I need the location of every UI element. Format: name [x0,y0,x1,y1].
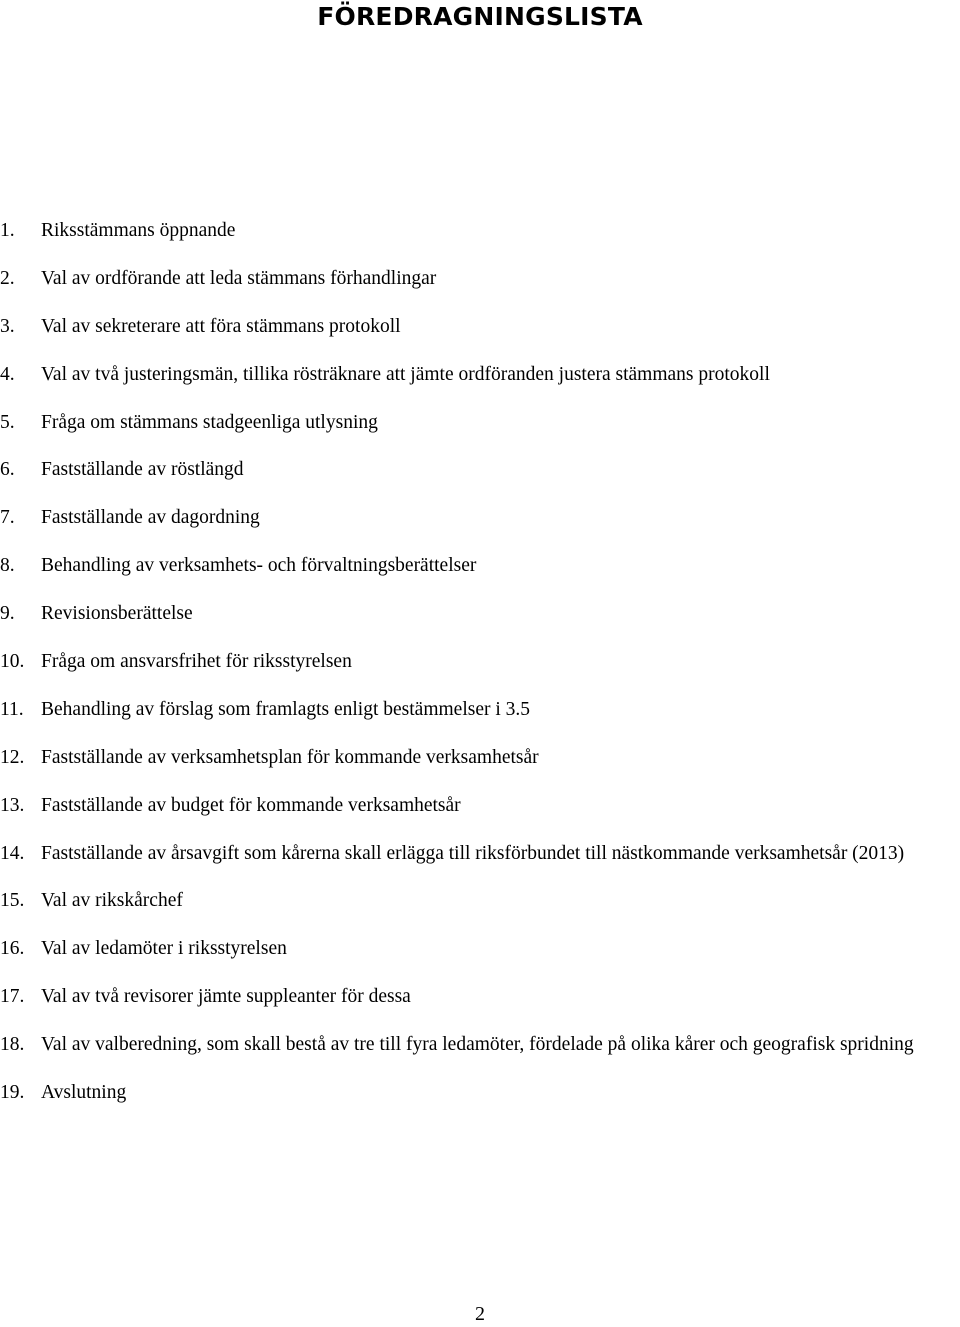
agenda-item-number: 14. [0,842,25,864]
agenda-item-text: Val av valberedning, som skall bestå av tre till fyra ledamöter, fördelade på olika kårer och geografisk spridning [41,1034,914,1056]
agenda-item-number: 9. [0,603,15,625]
agenda-item-text: Val av två revisorer jämte suppleanter för dessa [41,986,411,1008]
agenda-item-number: 8. [0,555,15,577]
agenda-item-number: 2. [0,267,15,289]
agenda-item-text: Fastställande av årsavgift som kårerna skall erlägga till riksförbundet till nästkommande verksamhetsår (2013) [41,842,905,864]
agenda-item [0,264,960,312]
agenda-list [0,216,960,1126]
agenda-item-text: Fastställande av röstlängd [41,459,244,481]
agenda-item [0,312,960,360]
agenda-item [0,695,960,743]
agenda-item-text: Val av två justeringsmän, tillika rösträknare att jämte ordföranden justera stämmans protokoll [41,363,770,385]
agenda-item-number: 6. [0,459,15,481]
agenda-item [0,1078,960,1126]
agenda-item-number: 11. [0,698,24,720]
agenda-item [0,886,960,934]
agenda-item-number: 1. [0,220,15,241]
agenda-item-number: 19. [0,1082,25,1104]
agenda-item-number: 5. [0,411,15,433]
agenda-item [0,599,960,647]
agenda-item [0,455,960,503]
agenda-item-text: Val av ledamöter i riksstyrelsen [41,938,287,960]
agenda-item-number: 13. [0,794,25,816]
agenda-item-text: Behandling av förslag som framlagts enligt bestämmelser i 3.5 [41,698,531,720]
agenda-item [0,647,960,695]
agenda-item-number: 17. [0,986,25,1008]
agenda-item-text: Fastställande av budget för kommande verksamhetsår [41,794,461,816]
agenda-item-text: Riksstämmans öppnande [41,220,236,241]
agenda-item-number: 10. [0,651,25,673]
agenda-item [0,839,960,887]
agenda-item-number: 3. [0,315,15,337]
agenda-item-number: 18. [0,1034,25,1056]
agenda-item-number: 15. [0,890,25,912]
agenda-item [0,743,960,791]
agenda-item [0,503,960,551]
agenda-item-number: 16. [0,938,25,960]
agenda-item-text: Behandling av verksamhets- och förvaltningsberättelser [41,555,477,577]
agenda-item-text: Revisionsberättelse [41,603,193,625]
agenda-item-number: 7. [0,507,15,529]
agenda-item-text: Fråga om ansvarsfrihet för riksstyrelsen [41,651,352,673]
agenda-item [0,934,960,982]
page-title: FÖREDRAGNINGSLISTA [317,2,643,31]
agenda-item-text: Val av ordförande att leda stämmans förhandlingar [41,267,437,289]
agenda-item [0,408,960,456]
agenda-item [0,551,960,599]
agenda-item-text: Val av rikskårchef [41,890,183,912]
agenda-item [0,216,960,264]
agenda-item-text: Fastställande av verksamhetsplan för kommande verksamhetsår [41,746,539,768]
agenda-item [0,982,960,1030]
agenda-item-text: Fastställande av dagordning [41,507,260,529]
agenda-item [0,360,960,408]
agenda-item-text: Fråga om stämmans stadgeenliga utlysning [41,411,378,433]
page-number: 2 [475,1303,485,1325]
agenda-item [0,1030,960,1078]
agenda-item-number: 4. [0,363,15,385]
agenda-item-text: Val av sekreterare att föra stämmans protokoll [41,315,401,337]
agenda-item-number: 12. [0,746,25,768]
agenda-item [0,791,960,839]
agenda-item-text: Avslutning [41,1082,127,1104]
